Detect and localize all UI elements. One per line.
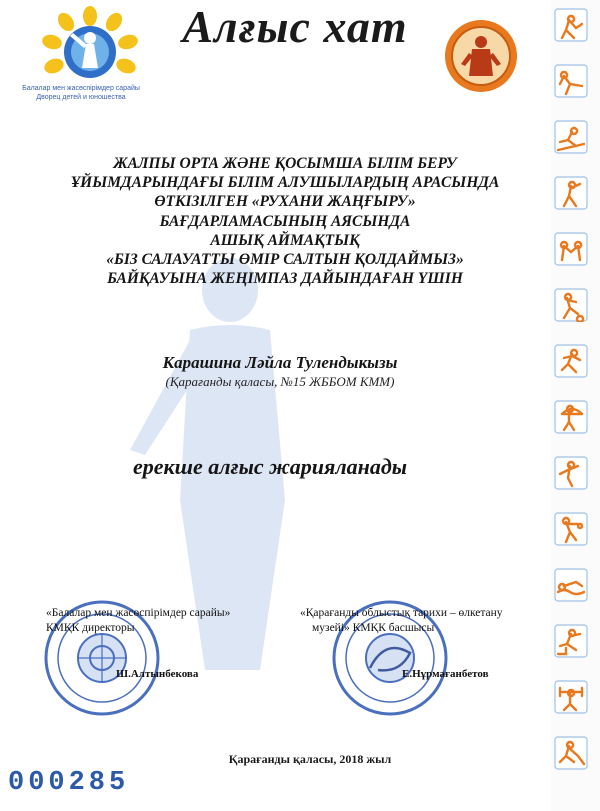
- award-line: ҰЙЫМДАРЫНДАҒЫ БІЛІМ АЛУШЫЛАРДЫҢ АРАСЫНДА: [70, 174, 500, 192]
- serial-number: 000285: [8, 768, 130, 798]
- recipient-name: Карашина Ләйла Тулендыкызы: [162, 353, 398, 372]
- basketball-icon: [554, 176, 588, 210]
- left-signatory-name: Ш.Алтынбекова: [116, 668, 199, 680]
- recipient-organization: (Қарағанды қаласы, №15 ЖББОМ КММ): [165, 374, 395, 389]
- museum-seal-icon: [443, 18, 519, 94]
- award-line: ӨТКІЗІЛГЕН «РУХАНИ ЖАҢҒЫРУ»: [154, 193, 416, 211]
- award-line: АШЫҚ АЙМАҚТЫҚ: [210, 231, 360, 249]
- hockey-icon: [554, 736, 588, 770]
- skier-icon: [554, 120, 588, 154]
- archer-icon: [554, 400, 588, 434]
- award-line: ЖАЛПЫ ОРТА ЖӘНЕ ҚОСЫМША БІЛІМ БЕРУ: [113, 155, 457, 172]
- city-and-year: Қарағанды қаласы, 2018 жыл: [228, 752, 392, 766]
- logo-caption-line2: Дворец детей и юношества: [36, 94, 126, 101]
- award-line: «БІЗ САЛАУАТТЫ ӨМІР САЛТЫН ҚОЛДАЙМЫЗ»: [106, 251, 464, 269]
- runner-icon: [554, 344, 588, 378]
- dancer-icon: [554, 456, 588, 490]
- right-signatory-position: музейі» КМҚК басшысы: [312, 622, 435, 634]
- swimmer-icon: [554, 568, 588, 602]
- left-signatory-org: «Балалар мен жасөспірімдер сарайы»: [46, 607, 231, 619]
- award-reason-block: [20, 154, 550, 288]
- wrestling-icon: [554, 232, 588, 266]
- award-line: БАЙҚАУЫНА ЖЕҢІМПАЗ ДАЙЫНДАҒАН ҮШІН: [107, 270, 463, 288]
- certificate-title: Алғыс хат: [182, 1, 408, 52]
- logo-caption: [6, 84, 156, 102]
- gymnast-icon: [554, 64, 588, 98]
- weightlifter-icon: [554, 680, 588, 714]
- gratitude-statement: ерекше алғыс жарияланады: [132, 454, 408, 479]
- right-signatory-org: «Қарағанды облыстық тарихи – өлкетану: [300, 607, 503, 619]
- right-signatory-title: [300, 606, 503, 636]
- left-signatory-position: КМҚК директоры: [46, 622, 135, 634]
- football-icon: [554, 288, 588, 322]
- left-signatory-title: [46, 606, 230, 636]
- logo-caption-line1: Балалар мен жасөспірімдер сарайы: [22, 85, 140, 92]
- hurdler-icon: [554, 624, 588, 658]
- volleyball-icon: [554, 8, 588, 42]
- right-signatory-name: Е.Нұрмағанбетов: [402, 668, 489, 680]
- discus-icon: [554, 512, 588, 546]
- award-line: БАҒДАРЛАМАСЫНЫҢ АЯСЫНДА: [159, 212, 411, 230]
